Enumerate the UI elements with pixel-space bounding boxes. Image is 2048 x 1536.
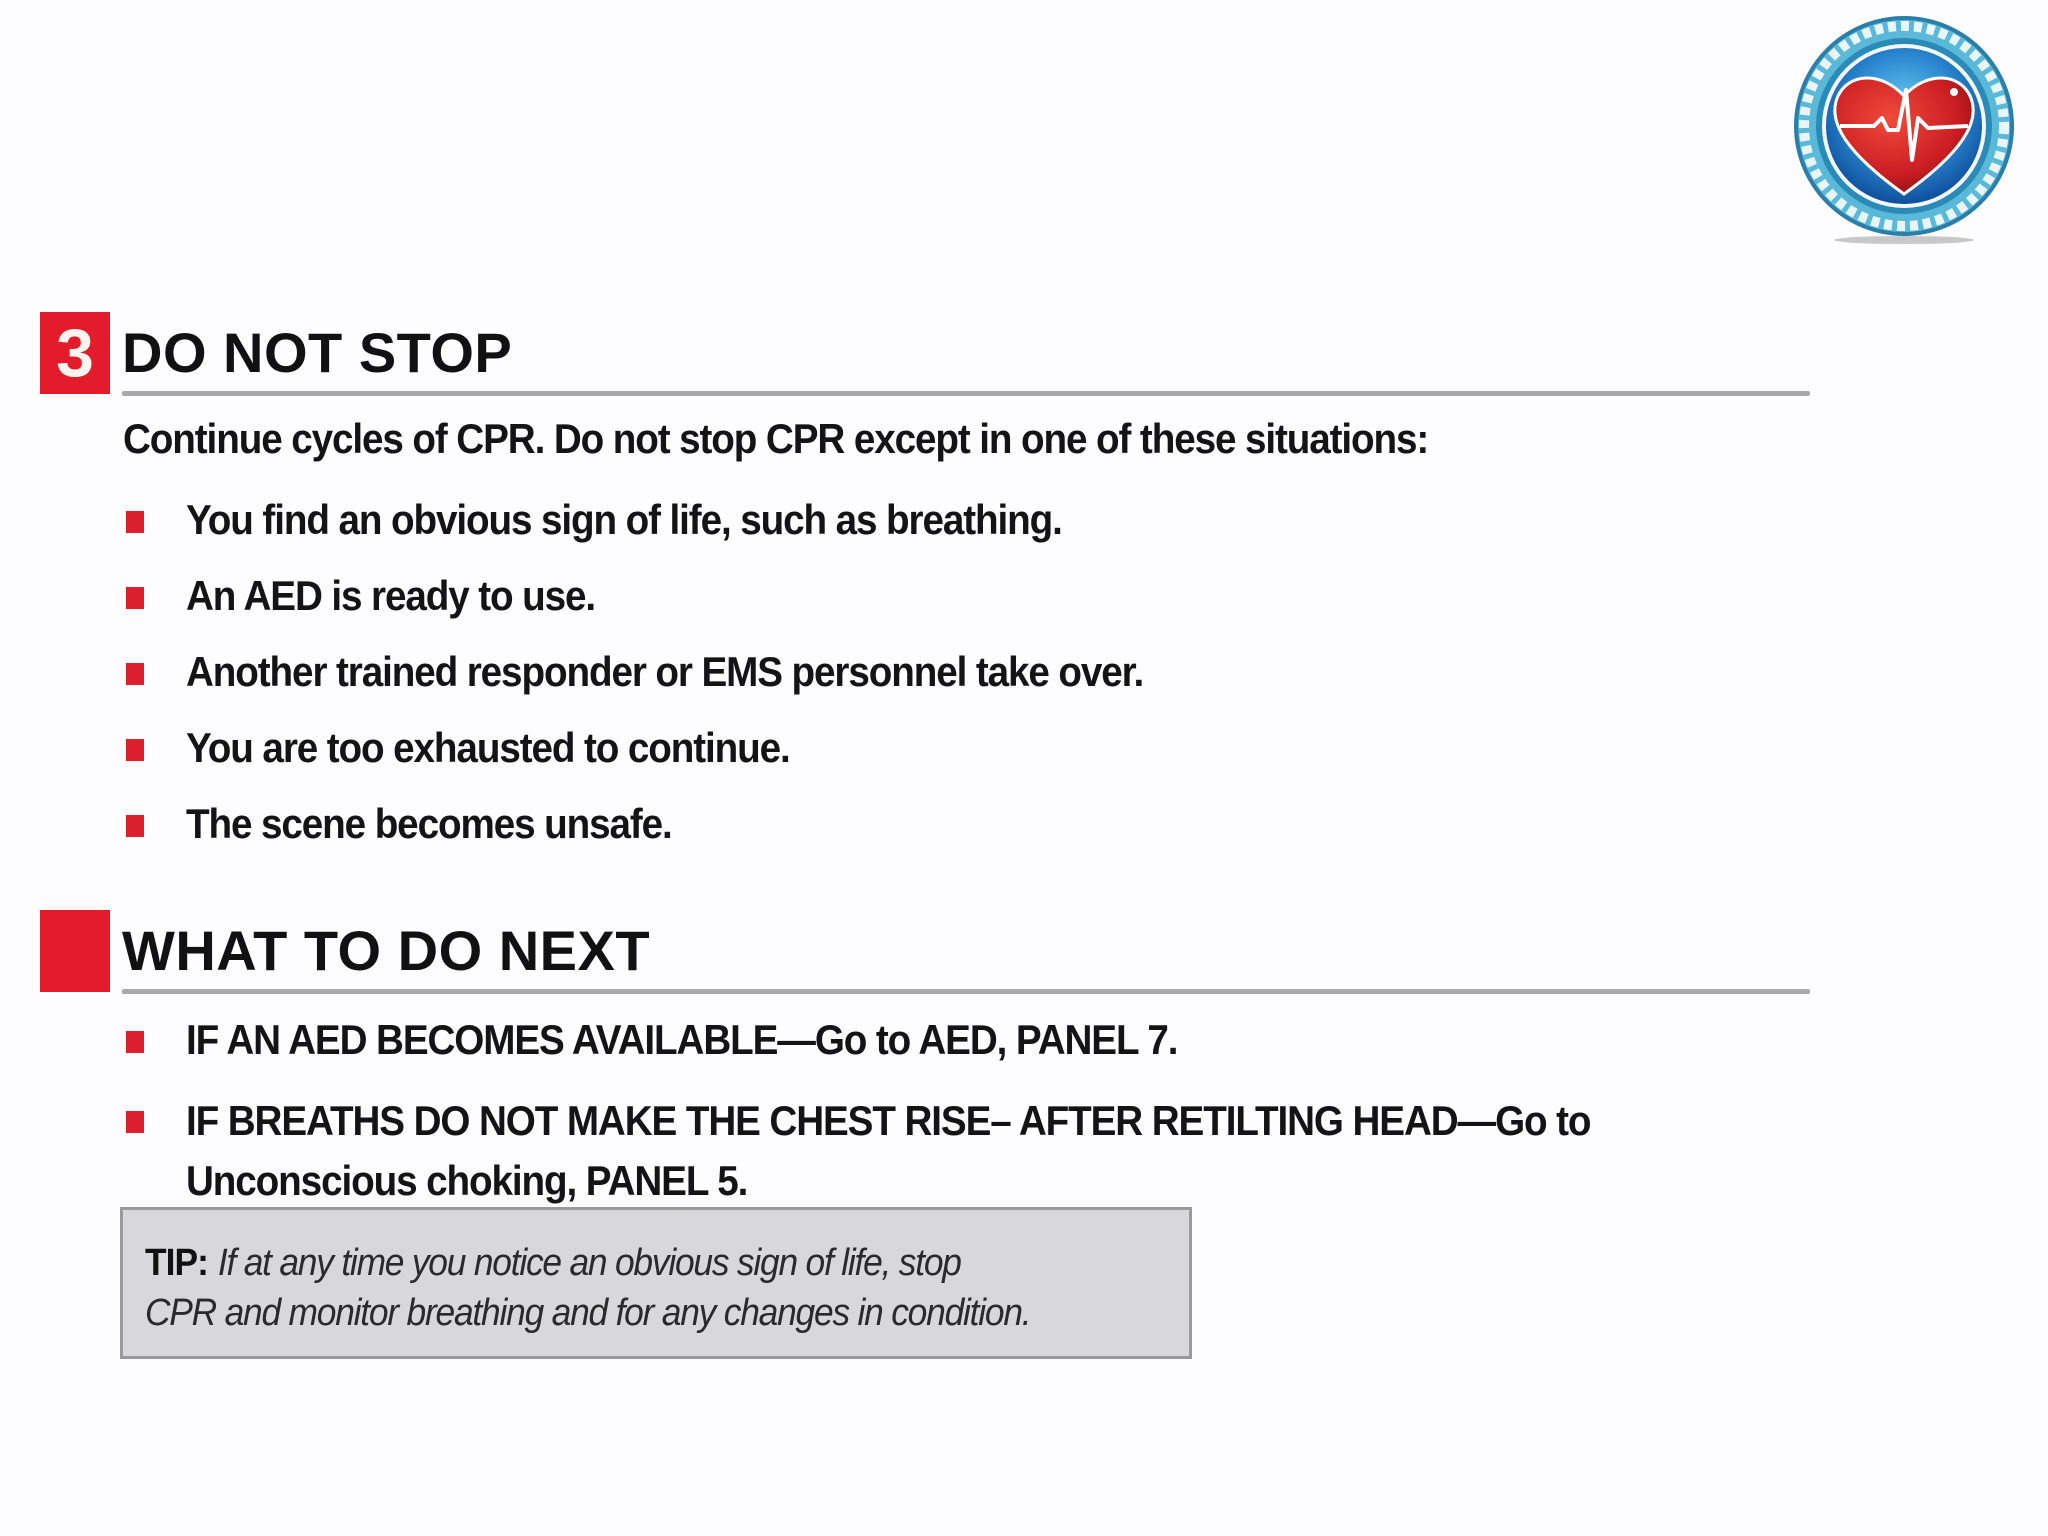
list-item: The scene becomes unsafe. [126, 799, 1226, 875]
square-bullet-icon [126, 587, 144, 609]
heart-ecg-icon [1788, 14, 2020, 246]
section-color-badge [40, 910, 110, 992]
section-intro-text: Continue cycles of CPR. Do not stop CPR except in one of these situations: [123, 415, 1429, 462]
list-item: Another trained responder or EMS personnel take over. [126, 647, 1226, 723]
section-do-not-stop-header [40, 312, 1810, 396]
list-item: You are too exhausted to continue. [126, 723, 1226, 799]
step-number-badge: 3 [40, 312, 110, 394]
next-steps-list [126, 1015, 1713, 1211]
tip-text-line-2: CPR and monitor breathing and for any changes in condition. [145, 1292, 1031, 1334]
square-bullet-icon [126, 511, 144, 533]
square-bullet-icon [126, 1111, 144, 1133]
heart-ecg-logo [1788, 14, 2020, 246]
tip-label: TIP: [145, 1242, 209, 1284]
tip-text-line-1: If at any time you notice an obvious sign of life, stop [217, 1242, 961, 1284]
list-item: IF BREATHS DO NOT MAKE THE CHEST RISE– AFTER RETILTING HEAD—Go to Unconscious choking, PANEL 5. [126, 1091, 1713, 1211]
section-title: DO NOT STOP [122, 321, 513, 384]
tip-box [120, 1207, 1192, 1359]
section-title: WHAT TO DO NEXT [122, 919, 651, 982]
square-bullet-icon [126, 1031, 144, 1053]
square-bullet-icon [126, 663, 144, 685]
list-item: You find an obvious sign of life, such as breathing. [126, 495, 1226, 571]
stop-conditions-list [126, 495, 1226, 875]
list-item: An AED is ready to use. [126, 571, 1226, 647]
square-bullet-icon [126, 739, 144, 761]
list-item: IF AN AED BECOMES AVAILABLE—Go to AED, PANEL 7. [126, 1015, 1713, 1091]
square-bullet-icon [126, 815, 144, 837]
section-what-to-do-next-header [40, 910, 1810, 994]
section-divider [122, 989, 1810, 994]
section-divider [122, 391, 1810, 396]
